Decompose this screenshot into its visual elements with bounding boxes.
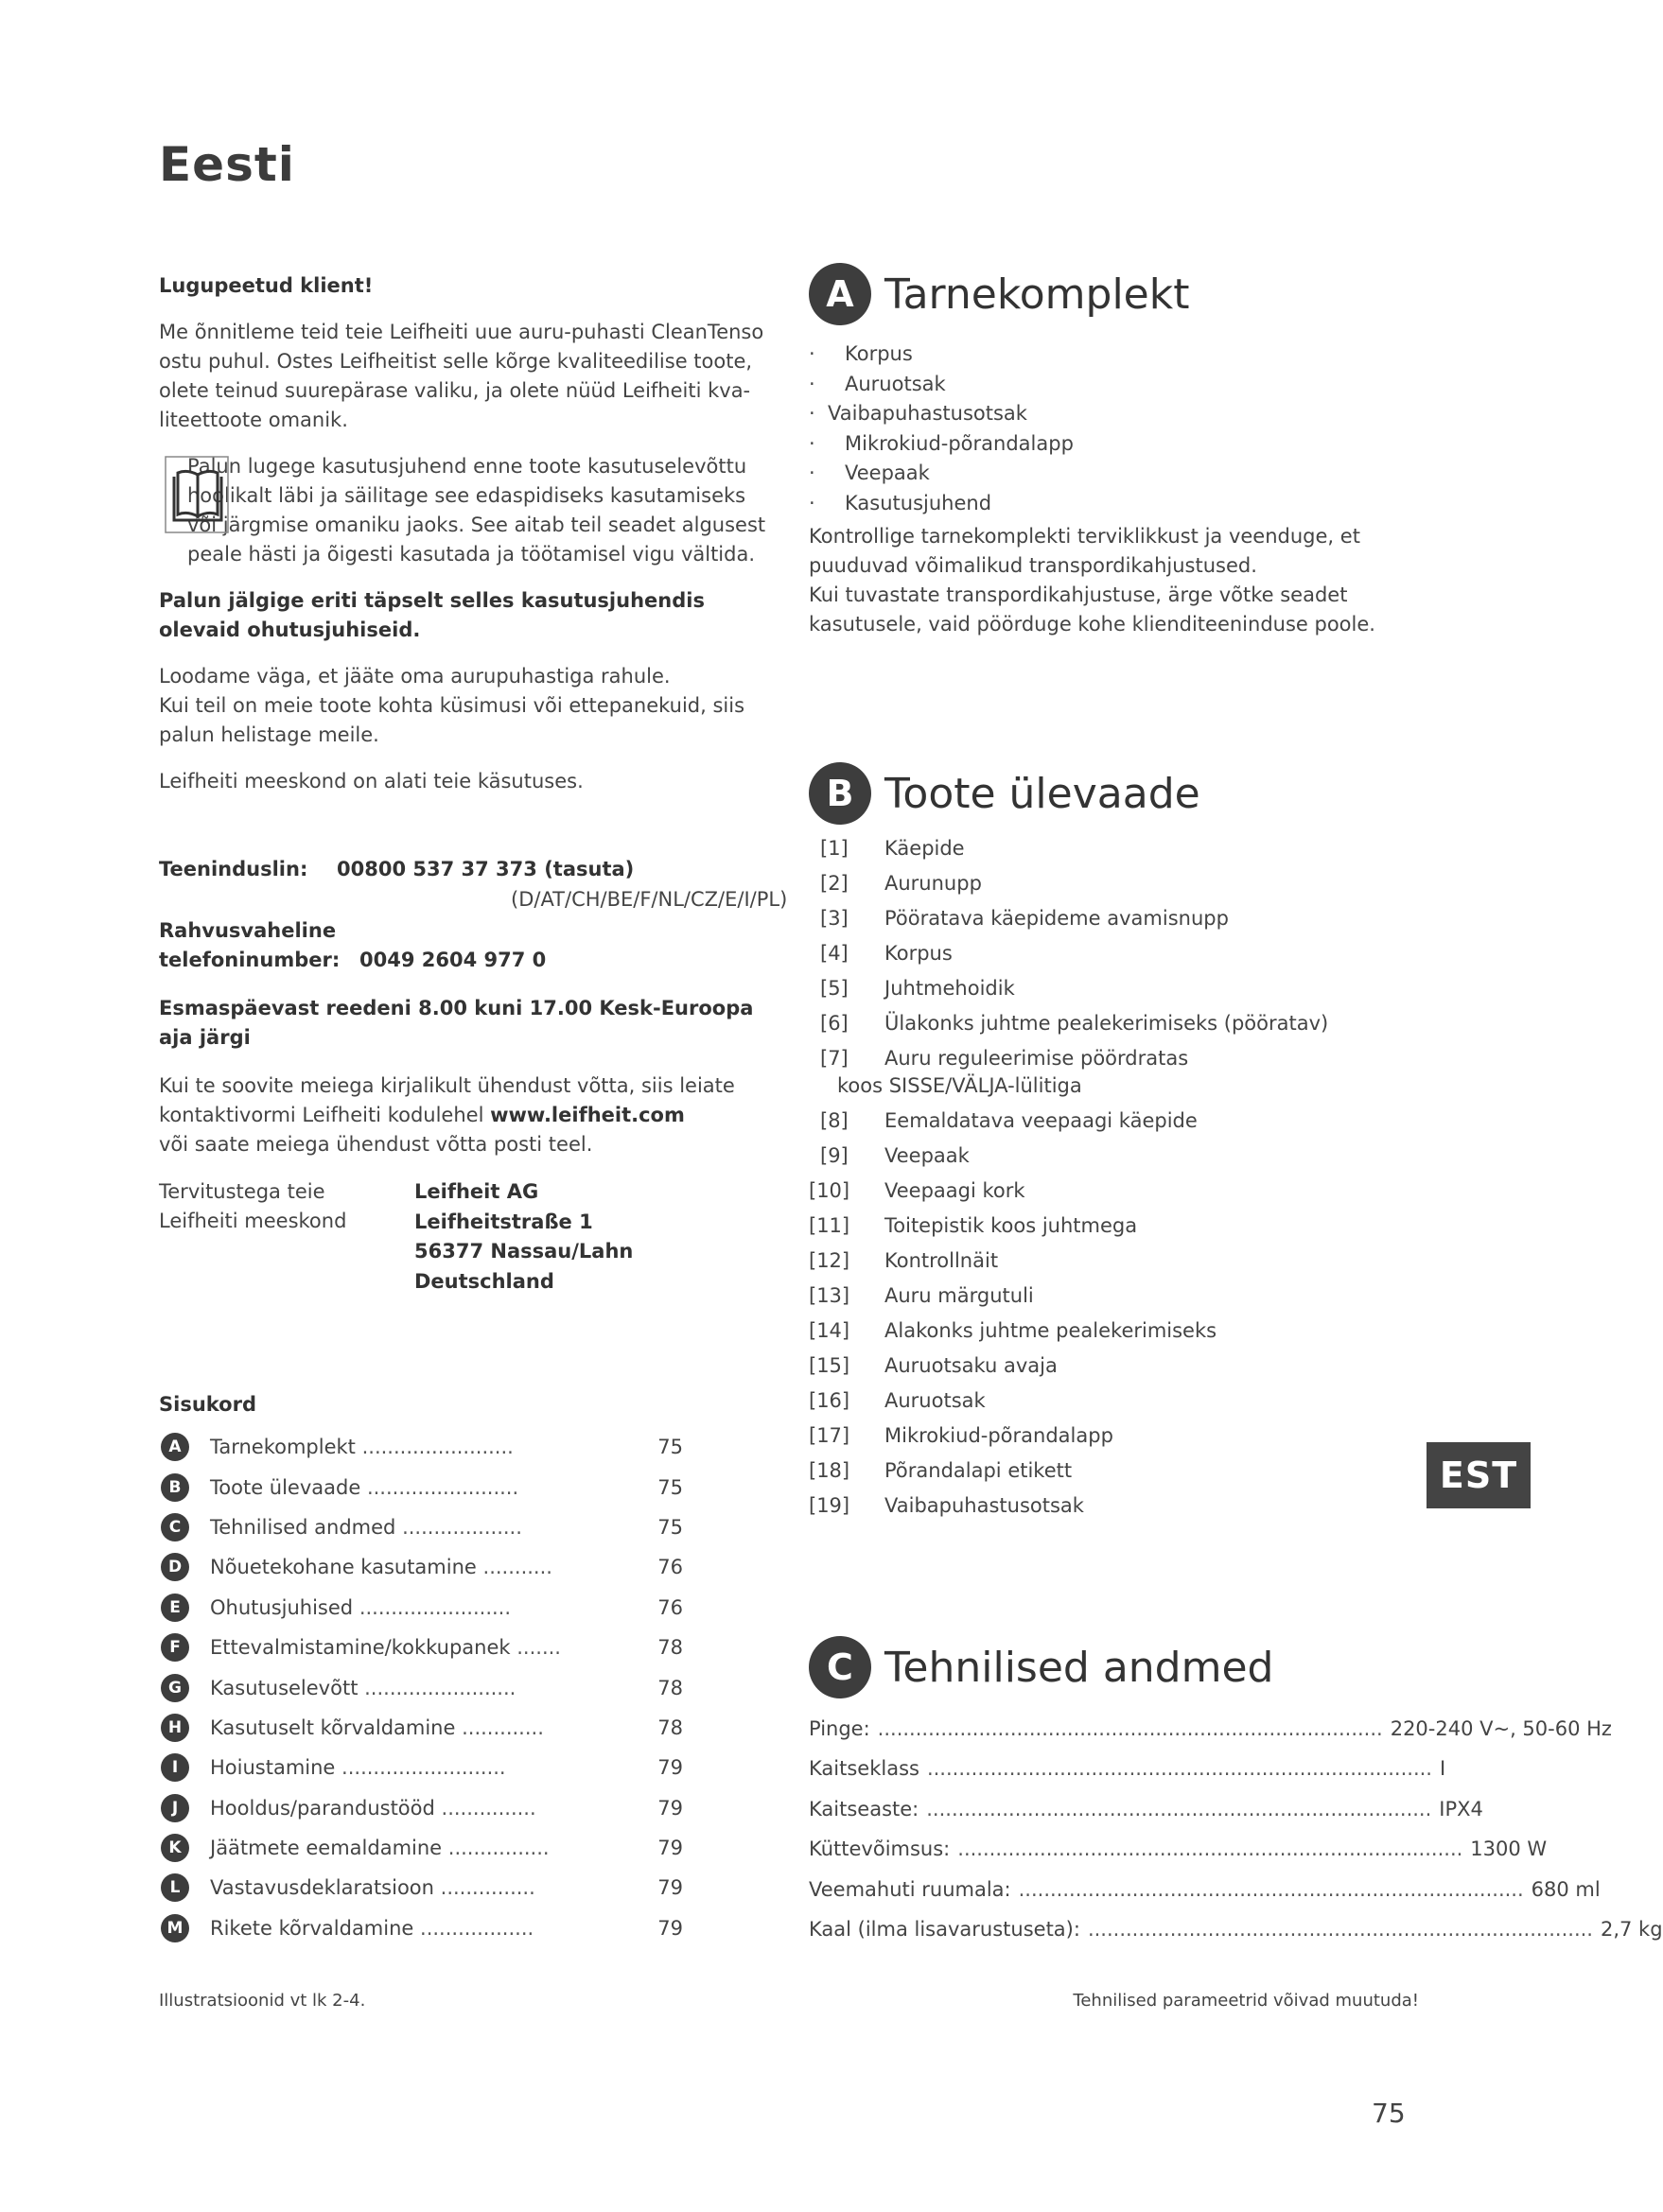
- written-contact: [159, 1071, 774, 1159]
- section-a-badge: A: [809, 263, 871, 325]
- toc-dots: ........................: [359, 1595, 512, 1619]
- toc-label: Hooldus/parandustööd: [210, 1796, 435, 1820]
- list-item: · Mikrokiud-põrandalapp: [809, 431, 1074, 455]
- list-item: [4] Korpus: [820, 942, 953, 965]
- toc-label: Ohutusjuhised: [210, 1595, 354, 1619]
- hotline-label: Teeninduslin:: [159, 858, 308, 880]
- toc-item[interactable]: [161, 1507, 683, 1547]
- intl-label-1: Rahvusvaheline: [159, 919, 337, 942]
- office-hours: Esmaspäevast reedeni 8.00 kuni 17.00 Kesk-Euroopa aja järgi: [159, 997, 754, 1049]
- toc-dots: ........................: [364, 1676, 516, 1699]
- section-c: [809, 1633, 1663, 1950]
- intro-para-4b: Kui teil on meie toote kohta küsimusi või ettepanekuid, siis palun helistage meile.: [159, 694, 745, 746]
- section-a-header: [809, 260, 1433, 328]
- spec-row: Kaitseklass ................................................................................ I: [809, 1757, 1446, 1781]
- toc-dots: ...................: [402, 1515, 522, 1539]
- intro-block: [159, 271, 774, 796]
- list-item: [7] Auru reguleerimise pöördratas koos SISSE/VÄLJA-lülitiga: [820, 1047, 1189, 1097]
- written-contact-post: või saate meiega ühendust võtta posti teel.: [159, 1133, 593, 1156]
- toc-letter-badge: M: [161, 1914, 189, 1942]
- list-item: [5] Juhtmehoidik: [820, 977, 1015, 1000]
- spec-row: Veemahuti ruumala: ................................................................................ 680 ml: [809, 1877, 1601, 1901]
- toc-page: 76: [657, 1595, 683, 1619]
- list-item: [16] Auruotsak: [809, 1389, 986, 1412]
- toc-item[interactable]: [161, 1788, 683, 1828]
- toc-page: 76: [657, 1556, 683, 1579]
- list-item: [11] Toitepistik koos juhtmega: [809, 1214, 1138, 1237]
- toc-page: 75: [657, 1475, 683, 1499]
- written-contact-text: Kui te soovite meiega kirjalikult ühendust võtta, siis leiate kontaktivormi Leifheiti kodulehel: [159, 1074, 735, 1126]
- toc-dots: ...............: [440, 1876, 535, 1900]
- section-a-title: Tarnekomplekt: [884, 270, 1190, 319]
- toc-letter-badge: C: [161, 1513, 189, 1541]
- toc-dots: ........................: [366, 1475, 519, 1499]
- section-c-header: [809, 1633, 1414, 1701]
- list-item: [3] Pööratava käepideme avamisnupp: [820, 907, 1229, 930]
- page-number: 75: [1372, 2098, 1406, 2129]
- list-item: · Vaibapuhastusotsak: [809, 402, 1027, 425]
- toc-page: 78: [657, 1636, 683, 1660]
- list-item: [1] Käepide: [820, 837, 965, 860]
- toc-item[interactable]: [161, 1708, 683, 1748]
- spec-row: Pinge: ................................................................................ 220-240 V~, 50-60 Hz: [809, 1716, 1612, 1740]
- spec-row: Kaitseaste: ................................................................................ IPX4: [809, 1797, 1483, 1820]
- list-item: · Korpus: [809, 342, 913, 365]
- list-item: [8] Eemaldatava veepaagi käepide: [820, 1109, 1198, 1132]
- toc-item[interactable]: [161, 1748, 683, 1787]
- list-item: · Veepaak: [809, 462, 930, 484]
- safety-note: Palun jälgige eriti täpselt selles kasutusjuhendis olevaid ohutusjuhiseid.: [159, 589, 705, 641]
- toc-page: 79: [657, 1876, 683, 1900]
- intl-label-2: telefoninumber:: [159, 949, 341, 971]
- toc-item[interactable]: [161, 1667, 683, 1707]
- intro-para-4a: Loodame väga, et jääte oma aurupuhastiga rahule.: [159, 665, 671, 688]
- list-item: [9] Veepaak: [820, 1144, 970, 1167]
- toc-dots: ..................: [420, 1916, 534, 1940]
- toc-page: 79: [657, 1796, 683, 1820]
- toc-title: Sisukord: [159, 1393, 256, 1416]
- toc-dots: ..........................: [341, 1756, 506, 1780]
- list-item: [18] Põrandalapi etikett: [809, 1459, 1073, 1482]
- list-item: [19] Vaibapuhastusotsak: [809, 1494, 1084, 1517]
- intro-para-5: Leifheiti meeskond on alati teie käsutuses.: [159, 770, 584, 792]
- toc-letter-badge: I: [161, 1753, 189, 1782]
- address-line-2: Leifheitstraße 1: [414, 1210, 593, 1233]
- section-b-badge: B: [809, 762, 871, 825]
- footer-right: Tehnilised parameetrid võivad muutuda!: [1073, 1991, 1419, 2011]
- toc-label: Toote ülevaade: [210, 1475, 361, 1499]
- toc-letter-badge: G: [161, 1674, 189, 1702]
- website-link[interactable]: www.leifheit.com: [490, 1104, 685, 1126]
- list-item: [10] Veepaagi kork: [809, 1179, 1025, 1202]
- toc-label: Tehnilised andmed: [210, 1515, 396, 1539]
- toc-item[interactable]: [161, 1628, 683, 1667]
- toc-item[interactable]: [161, 1467, 683, 1507]
- toc-label: Jäätmete eemaldamine: [210, 1837, 443, 1860]
- toc-page: 78: [657, 1716, 683, 1739]
- list-item: [2] Aurunupp: [820, 872, 982, 895]
- toc-item[interactable]: [161, 1868, 683, 1907]
- toc-letter-badge: B: [161, 1473, 189, 1502]
- hotline-countries: (D/AT/CH/BE/F/NL/CZ/E/I/PL): [511, 888, 788, 911]
- section-b: [809, 759, 1433, 1524]
- toc-label: Tarnekomplekt: [210, 1436, 356, 1459]
- toc-letter-badge: F: [161, 1633, 189, 1662]
- toc-page: 79: [657, 1916, 683, 1940]
- toc-dots: ...............: [441, 1796, 536, 1820]
- intro-para-1: Me õnnitleme teid teie Leifheiti uue auru-puhasti CleanTenso ostu puhul. Ostes Leifheitist selle kõrge kvaliteedilise toote, olete teinud suurepärase valiku, ja olete nüüd Leifheiti kva-liteettoote omanik.: [159, 321, 764, 431]
- toc-letter-badge: A: [161, 1433, 189, 1461]
- toc-label: Ettevalmistamine/kokkupanek: [210, 1636, 511, 1660]
- regards: [159, 1177, 346, 1236]
- toc-dots: ................: [447, 1837, 550, 1860]
- intl-number: 0049 2604 977 0: [359, 949, 547, 971]
- intro-para-2: Palun lugege kasutusjuhend enne toote kasutuselevõttu hoolikalt läbi ja säilitage see edaspidiseks kasutamiseks või järgmise omaniku jaoks. See aitab teil seadet algusest peale hästi ja õigesti kasutada ja töötamisel vigu vältida.: [187, 455, 766, 566]
- page-title: Eesti: [159, 137, 295, 192]
- section-c-badge: C: [809, 1636, 871, 1698]
- list-item: [12] Kontrollnäit: [809, 1249, 999, 1272]
- delivery-note-1: Kontrollige tarnekomplekti terviklikkust ja veenduge, et puuduvad võimalikud transpordikahjustused.: [809, 525, 1360, 577]
- list-item: [14] Alakonks juhtme pealekerimiseks: [809, 1319, 1217, 1342]
- overview-list: [809, 831, 1433, 1524]
- toc-label: Nõuetekohane kasutamine: [210, 1556, 477, 1579]
- list-item: · Auruotsak: [809, 372, 946, 395]
- footer-left: Illustratsioonid vt lk 2-4.: [159, 1991, 366, 2011]
- language-tab: EST: [1427, 1442, 1531, 1508]
- delivery-list: [809, 340, 1433, 518]
- section-a: [809, 260, 1433, 639]
- manual-book-icon: [165, 456, 231, 535]
- toc-label: Vastavusdeklaratsioon: [210, 1876, 434, 1900]
- toc-letter-badge: E: [161, 1594, 189, 1622]
- greeting: Lugupeetud klient!: [159, 274, 374, 297]
- toc-page: 78: [657, 1676, 683, 1699]
- address-line-1: Leifheit AG: [414, 1180, 539, 1203]
- specs-table: [809, 1709, 1663, 1950]
- toc-page: 75: [657, 1436, 683, 1459]
- toc-list: [161, 1427, 683, 1948]
- spec-row: Kaal (ilma lisavarustuseta): ................................................................................ 2,7 kg: [809, 1918, 1663, 1942]
- toc-page: 75: [657, 1515, 683, 1539]
- regards-line-2: Leifheiti meeskond: [159, 1210, 347, 1232]
- toc-label: Hoiustamine: [210, 1756, 336, 1780]
- toc-label: Rikete kõrvaldamine: [210, 1916, 414, 1940]
- list-item: [13] Auru märgutuli: [809, 1284, 1034, 1307]
- toc-item[interactable]: [161, 1588, 683, 1628]
- toc-page: 79: [657, 1756, 683, 1780]
- toc-page: 79: [657, 1837, 683, 1860]
- regards-line-1: Tervitustega teie: [159, 1180, 325, 1203]
- toc-letter-badge: L: [161, 1873, 189, 1902]
- toc-letter-badge: J: [161, 1794, 189, 1822]
- delivery-note-2: Kui tuvastate transpordikahjustuse, ärge võtke seadet kasutusele, vaid pöörduge kohe klienditeeninduse poole.: [809, 583, 1375, 636]
- toc-dots: ........................: [361, 1436, 514, 1459]
- list-item: · Kasutusjuhend: [809, 491, 992, 514]
- toc-letter-badge: D: [161, 1553, 189, 1581]
- toc-item[interactable]: [161, 1908, 683, 1948]
- toc-letter-badge: H: [161, 1714, 189, 1742]
- list-item: [17] Mikrokiud-põrandalapp: [809, 1424, 1113, 1447]
- hotline-number: 00800 537 37 373 (tasuta): [337, 858, 635, 880]
- address-line-4: Deutschland: [414, 1269, 554, 1293]
- toc-letter-badge: K: [161, 1834, 189, 1862]
- toc-label: Kasutuselevõtt: [210, 1676, 359, 1699]
- section-b-header: [809, 759, 1433, 827]
- toc-label: Kasutuselt kõrvaldamine: [210, 1716, 456, 1739]
- postal-address: [414, 1177, 633, 1297]
- section-b-title: Toote ülevaade: [884, 769, 1200, 818]
- toc-item[interactable]: [161, 1547, 683, 1587]
- section-c-title: Tehnilised andmed: [884, 1643, 1274, 1692]
- list-item: [15] Auruotsaku avaja: [809, 1354, 1058, 1377]
- toc-dots: ...........: [482, 1556, 552, 1579]
- list-item: [6] Ülakonks juhtme pealekerimiseks (pööratav): [820, 1012, 1329, 1035]
- toc-item[interactable]: [161, 1427, 683, 1467]
- toc-dots: .............: [462, 1716, 544, 1739]
- spec-row: Küttevõimsus: ................................................................................ 1300 W: [809, 1838, 1548, 1861]
- toc-dots: .......: [516, 1636, 561, 1660]
- address-line-3: 56377 Nassau/Lahn: [414, 1240, 634, 1263]
- toc-item[interactable]: [161, 1828, 683, 1868]
